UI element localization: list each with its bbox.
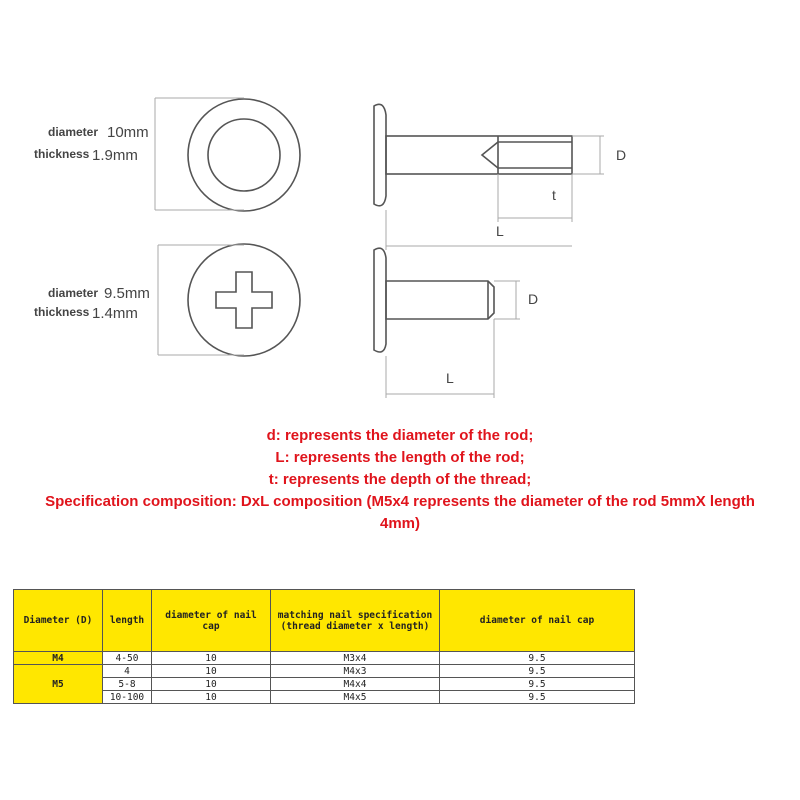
- header-matching-spec: matching nail specification (thread diameter x length): [271, 590, 440, 652]
- bottom-screw-side-view: [374, 248, 494, 352]
- diameter-cell: M4: [14, 652, 103, 665]
- cap2-cell: 9.5: [440, 678, 635, 691]
- cap2-cell: 9.5: [440, 665, 635, 678]
- bottom-cap-front-view: [188, 244, 300, 356]
- header-cap-diameter-2: diameter of nail cap: [440, 590, 635, 652]
- length-cell: 10-100: [103, 691, 152, 704]
- length-cell: 4: [103, 665, 152, 678]
- description-line-L: L: represents the length of the rod;: [275, 449, 525, 466]
- top-dim-D: D: [616, 147, 627, 163]
- top-dim-t: t: [552, 187, 556, 203]
- bottom-thickness-label: thickness: [34, 305, 90, 319]
- spec-cell: M3x4: [271, 652, 440, 665]
- description-block: [0, 425, 800, 535]
- diameter-cell: M5: [14, 665, 103, 704]
- top-dim-L: L: [496, 223, 504, 239]
- cap-cell: 10: [152, 678, 271, 691]
- specification-table: [13, 589, 635, 704]
- top-diameter-value: 10mm: [107, 124, 149, 141]
- bottom-thickness-value: 1.4mm: [92, 305, 138, 322]
- top-cap-front-view: [188, 99, 300, 211]
- spec-cell: M4x4: [271, 678, 440, 691]
- length-cell: 5-8: [103, 678, 152, 691]
- table-row: [14, 652, 635, 665]
- bottom-dim-L: L: [446, 370, 454, 386]
- cap2-cell: 9.5: [440, 652, 635, 665]
- header-length: length: [103, 590, 152, 652]
- cap-cell: 10: [152, 665, 271, 678]
- table-header-row: [14, 590, 635, 652]
- bottom-dim-D: D: [528, 291, 539, 307]
- table-row: [14, 691, 635, 704]
- cap-cell: 10: [152, 691, 271, 704]
- table-row: [14, 665, 635, 678]
- length-cell: 4-50: [103, 652, 152, 665]
- top-diameter-label: diameter: [48, 125, 99, 139]
- cap-cell: 10: [152, 652, 271, 665]
- spec-cell: M4x3: [271, 665, 440, 678]
- header-cap-diameter: diameter of nail cap: [152, 590, 271, 652]
- description-line-spec: Specification composition: DxL composition (M5x4 represents the diameter of the rod 5mmX length 4mm): [45, 493, 755, 532]
- top-screw-side-view: [374, 104, 572, 206]
- description-line-d: d: represents the diameter of the rod;: [266, 427, 534, 444]
- description-line-t: t: represents the depth of the thread;: [268, 471, 532, 488]
- header-diameter: Diameter (D): [14, 590, 103, 652]
- bottom-diameter-label: diameter: [48, 286, 99, 300]
- bottom-cap-dimension-lines: [158, 245, 244, 355]
- spec-cell: M4x5: [271, 691, 440, 704]
- top-thickness-value: 1.9mm: [92, 147, 138, 164]
- top-cap-dimension-lines: [155, 98, 244, 210]
- cap2-cell: 9.5: [440, 691, 635, 704]
- bottom-diameter-value: 9.5mm: [104, 285, 150, 302]
- top-thickness-label: thickness: [34, 147, 90, 161]
- table-row: [14, 678, 635, 691]
